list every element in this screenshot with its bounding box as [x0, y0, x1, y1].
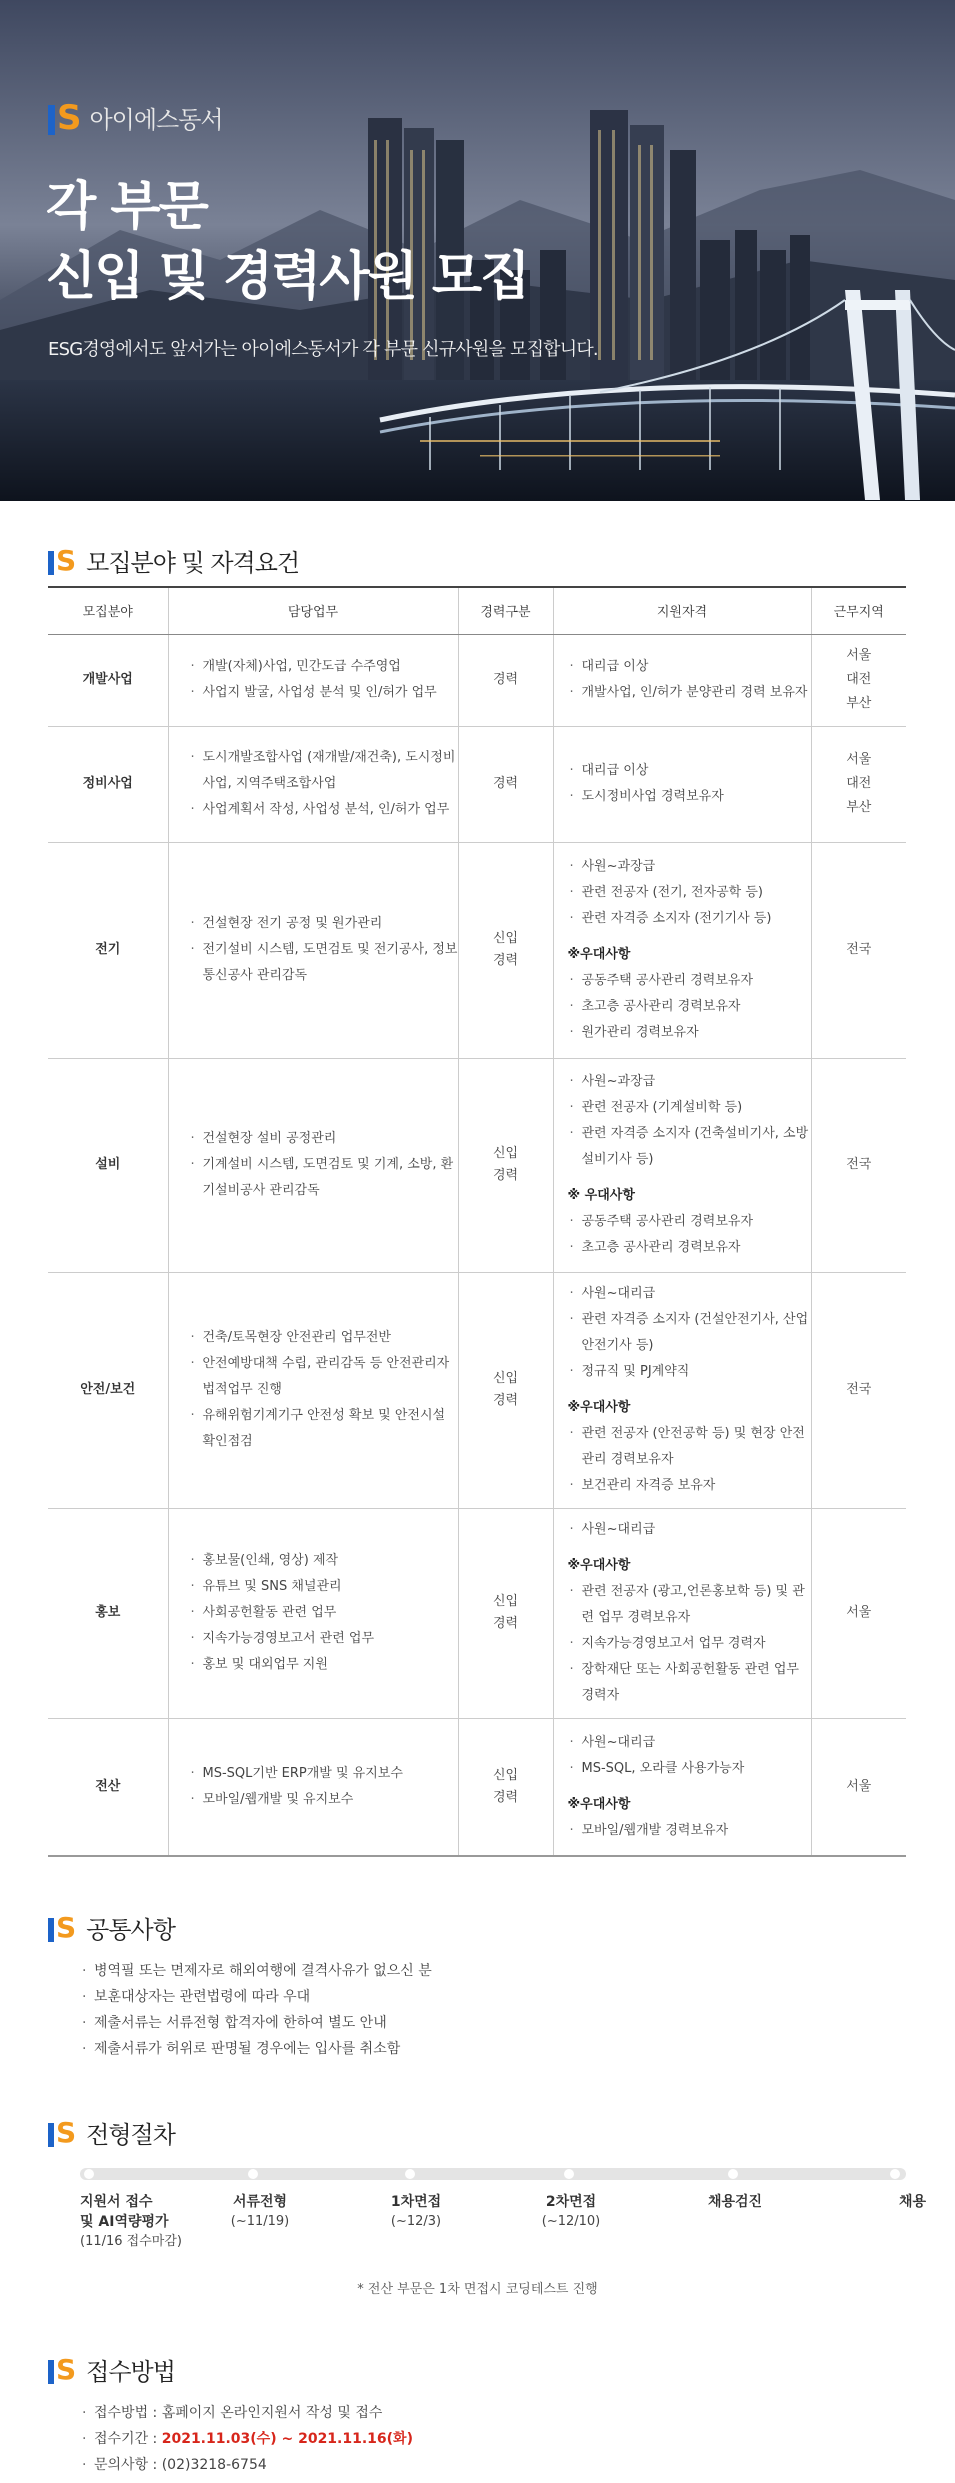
preference-item: · 관련 전공자 (안전공학 등) 및 현장 안전관리 경력보유자 [568, 1421, 811, 1473]
cell-qualification [553, 1272, 811, 1508]
cell-duty [168, 1272, 458, 1508]
cell-experience: 신입 경력 [458, 842, 553, 1058]
step-label: 1차면접 [390, 2194, 442, 2210]
location-item: 부산 [846, 800, 872, 815]
list-item: · 제출서류가 허위로 판명될 경우에는 입사를 취소함 [80, 2036, 432, 2062]
process-step [846, 2192, 926, 2212]
apply-contact-label: 문의사항 : [94, 2457, 162, 2473]
timeline-dot [84, 2169, 94, 2179]
duty-item: · 유튜브 및 SNS 채널관리 [189, 1574, 458, 1600]
page-title [46, 172, 528, 312]
cell-field: 안전/보건 [48, 1272, 168, 1508]
table-row [48, 1718, 906, 1856]
location-item: 대전 [846, 776, 872, 791]
duty-item: · 홍보물(인쇄, 영상) 제작 [189, 1548, 458, 1574]
location-item: 서울 [846, 1778, 872, 1794]
cell-location [811, 726, 906, 842]
hero-banner [0, 0, 955, 501]
preference-item: · 초고층 공사관리 경력보유자 [568, 994, 811, 1020]
duty-item: · 전기설비 시스템, 도면검토 및 전기공사, 정보통신공사 관리감독 [189, 937, 458, 989]
cell-qualification [553, 1508, 811, 1718]
hero-logo [48, 97, 223, 138]
apply-section-heading [48, 2352, 175, 2387]
apply-period-label: 접수기간 : [94, 2431, 162, 2447]
duty-item: · 개발(자체)사업, 민간도급 수주영업 [189, 654, 458, 680]
duty-item: · MS-SQL기반 ERP개발 및 유지보수 [189, 1761, 458, 1787]
common-list [80, 1958, 432, 2062]
cell-experience: 신입 경력 [458, 1058, 553, 1272]
process-step [685, 2192, 785, 2212]
preference-title: ※우대사항 [567, 1400, 631, 1415]
duty-item: · 도시개발조합사업 (재개발/재건축), 도시정비사업, 지역주택조합사업 [189, 745, 458, 797]
preference-item: · 모바일/웹개발 경력보유자 [568, 1818, 811, 1844]
hero-subtitle: ESG경영에서도 앞서가는 아이에스동서가 각 부문 신규사원을 모집합니다. [48, 339, 598, 360]
list-item: · 제출서류는 서류전형 합격자에 한하여 별도 안내 [80, 2010, 432, 2036]
apply-period [80, 2426, 413, 2452]
table-row [48, 726, 906, 842]
cell-location [811, 1718, 906, 1856]
section-logo-icon: S [48, 2119, 76, 2147]
timeline-dot [890, 2169, 900, 2179]
duty-item: · 건설현장 설비 공정관리 [189, 1126, 458, 1152]
process-step [210, 2192, 310, 2232]
process-step [366, 2192, 466, 2232]
qualification-item: · 관련 자격증 소지자 (건축설비기사, 소방설비기사 등) [568, 1121, 811, 1173]
duty-item: · 사회공헌활동 관련 업무 [189, 1600, 458, 1626]
duty-item: · 사업지 발굴, 사업성 분석 및 인/허가 업무 [189, 680, 458, 706]
process-title: 전형절차 [86, 2121, 175, 2149]
col-header-location: 근무지역 [811, 587, 906, 634]
cell-location [811, 842, 906, 1058]
apply-title: 접수방법 [86, 2358, 175, 2386]
cell-field: 전산 [48, 1718, 168, 1856]
step-date: (~12/10) [541, 2214, 601, 2229]
location-item: 전국 [846, 1157, 872, 1172]
step-date: (~12/3) [390, 2214, 442, 2229]
cell-duty [168, 1058, 458, 1272]
apply-method [80, 2400, 413, 2426]
cell-location [811, 1272, 906, 1508]
duty-item: · 모바일/웹개발 및 유지보수 [189, 1787, 458, 1813]
step-label: 채용 [898, 2194, 926, 2210]
col-header-experience: 경력구분 [458, 587, 553, 634]
location-item: 부산 [846, 696, 872, 711]
step-note: (11/16 접수마감) [80, 2234, 182, 2249]
list-item: · 보훈대상자는 관련법령에 따라 우대 [80, 1984, 432, 2010]
col-header-duty: 담당업무 [168, 587, 458, 634]
table-row [48, 634, 906, 726]
apply-contact-value: (02)3218-6754 [161, 2457, 267, 2473]
timeline-dot [405, 2169, 415, 2179]
qualification-item: · 사원~대리급 [568, 1730, 811, 1756]
preference-item: · 초고층 공사관리 경력보유자 [568, 1235, 811, 1261]
cell-experience: 경력 [458, 634, 553, 726]
logo-text: 아이에스동서 [89, 106, 223, 134]
table-row [48, 1058, 906, 1272]
list-item: · 병역필 또는 면제자로 해외여행에 결격사유가 없으신 분 [80, 1958, 432, 1984]
location-item: 대전 [846, 672, 872, 687]
step-label: 2차면접 [545, 2194, 597, 2210]
common-title: 공통사항 [86, 1916, 175, 1944]
process-section-heading [48, 2115, 175, 2150]
preference-title: ※우대사항 [567, 1796, 631, 1812]
duty-item: · 건축/토목현장 안전관리 업무전반 [189, 1325, 458, 1351]
cell-field: 전기 [48, 842, 168, 1058]
recruit-table [48, 586, 906, 1857]
timeline-dot [728, 2169, 738, 2179]
qualification-item: · 사원~과장급 [568, 854, 811, 880]
step-label: 서류전형 [232, 2194, 288, 2210]
cell-duty [168, 1718, 458, 1856]
qualification-item: · MS-SQL, 오라클 사용가능자 [568, 1756, 811, 1782]
recruit-title: 모집분야 및 자격요건 [86, 549, 300, 577]
cell-experience: 신입 경력 [458, 1718, 553, 1856]
cell-location [811, 1058, 906, 1272]
col-header-qualification: 지원자격 [553, 587, 811, 634]
preference-item: · 공동주택 공사관리 경력보유자 [568, 1209, 811, 1235]
cell-duty [168, 634, 458, 726]
apply-contact [80, 2452, 413, 2478]
process-step [521, 2192, 621, 2232]
cell-field: 홍보 [48, 1508, 168, 1718]
cell-experience: 신입 경력 [458, 1508, 553, 1718]
qualification-item: · 대리급 이상 [568, 654, 811, 680]
duty-item: · 홍보 및 대외업무 지원 [189, 1652, 458, 1678]
cell-qualification [553, 1058, 811, 1272]
preference-title: ※ 우대사항 [567, 1188, 635, 1203]
location-item: 서울 [846, 648, 872, 663]
cell-qualification [553, 634, 811, 726]
cell-qualification [553, 1718, 811, 1856]
apply-period-value: 2021.11.03(수) ~ 2021.11.16(화) [161, 2431, 413, 2447]
process-note: * 전산 부문은 1차 면접시 코딩테스트 진행 [357, 2282, 598, 2297]
duty-item: · 기계설비 시스템, 도면검토 및 기계, 소방, 환기설비공사 관리감독 [189, 1152, 458, 1204]
preference-item: · 관련 전공자 (광고,언론홍보학 등) 및 관련 업무 경력보유자 [568, 1579, 811, 1631]
qualification-item: · 정규직 및 PJ계약직 [568, 1359, 811, 1385]
common-section-heading [48, 1910, 175, 1945]
cell-location [811, 634, 906, 726]
timeline-dot [248, 2169, 258, 2179]
duty-item: · 지속가능경영보고서 관련 업무 [189, 1626, 458, 1652]
qualification-item: · 대리급 이상 [568, 758, 811, 784]
location-item: 전국 [846, 942, 872, 957]
cell-experience: 신입 경력 [458, 1272, 553, 1508]
qualification-item: · 개발사업, 인/허가 분양관리 경력 보유자 [568, 680, 811, 706]
section-logo-icon: S [48, 547, 76, 575]
cell-experience: 경력 [458, 726, 553, 842]
apply-method-label: 접수방법 : [94, 2405, 162, 2421]
duty-item: · 안전예방대책 수립, 관리감독 등 안전관리자 법적업무 진행 [189, 1351, 458, 1403]
section-logo-icon: S [48, 1914, 76, 1942]
qualification-item: · 사원~과장급 [568, 1069, 811, 1095]
process-timeline [80, 2168, 906, 2180]
qualification-item: · 관련 자격증 소지자 (전기기사 등) [568, 906, 811, 932]
cell-field: 설비 [48, 1058, 168, 1272]
cell-qualification [553, 726, 811, 842]
table-row [48, 1272, 906, 1508]
cell-qualification [553, 842, 811, 1058]
recruit-section-heading [48, 543, 299, 578]
col-header-field: 모집분야 [48, 587, 168, 634]
process-step [80, 2192, 210, 2252]
cell-field: 개발사업 [48, 634, 168, 726]
step-label: 채용검진 [707, 2194, 763, 2210]
qualification-item: · 도시정비사업 경력보유자 [568, 784, 811, 810]
qualification-item: · 사원~대리급 [568, 1281, 811, 1307]
table-row [48, 842, 906, 1058]
company-logo-icon: S [48, 101, 82, 135]
table-header-row [48, 587, 906, 634]
preference-title: ※우대사항 [567, 947, 631, 962]
title-line-1: 각 부문 [46, 177, 207, 237]
qualification-item: · 사원~대리급 [568, 1517, 811, 1543]
location-item: 전국 [846, 1382, 872, 1397]
apply-method-value: 홈페이지 온라인지원서 작성 및 접수 [161, 2405, 383, 2421]
preference-item: · 원가관리 경력보유자 [568, 1020, 811, 1046]
cell-location [811, 1508, 906, 1718]
preference-item: · 보건관리 자격증 보유자 [568, 1473, 811, 1499]
duty-item: · 건설현장 전기 공정 및 원가관리 [189, 911, 458, 937]
preference-item: · 장학재단 또는 사회공헌활동 관련 업무 경력자 [568, 1657, 811, 1709]
preference-item: · 공동주택 공사관리 경력보유자 [568, 968, 811, 994]
section-logo-icon: S [48, 2356, 76, 2384]
cell-duty [168, 726, 458, 842]
location-item: 서울 [846, 1605, 872, 1620]
qualification-item: · 관련 자격증 소지자 (건설안전기사, 산업안전기사 등) [568, 1307, 811, 1359]
table-row [48, 1508, 906, 1718]
location-item: 서울 [846, 752, 872, 767]
step-label: 지원서 접수 및 AI역량평가 [80, 2194, 169, 2230]
preference-item: · 지속가능경영보고서 업무 경력자 [568, 1631, 811, 1657]
cell-duty [168, 1508, 458, 1718]
qualification-item: · 관련 전공자 (전기, 전자공학 등) [568, 880, 811, 906]
cell-duty [168, 842, 458, 1058]
duty-item: · 사업계획서 작성, 사업성 분석, 인/허가 업무 [189, 797, 458, 823]
duty-item: · 유해위험기계기구 안전성 확보 및 안전시설 확인점검 [189, 1403, 458, 1455]
title-line-2: 신입 및 경력사원 모집 [46, 247, 529, 307]
timeline-dot [564, 2169, 574, 2179]
qualification-item: · 관련 전공자 (기계설비학 등) [568, 1095, 811, 1121]
step-date: (~11/19) [230, 2214, 290, 2229]
apply-list [80, 2400, 413, 2478]
preference-title: ※우대사항 [567, 1558, 631, 1573]
cell-field: 정비사업 [48, 726, 168, 842]
